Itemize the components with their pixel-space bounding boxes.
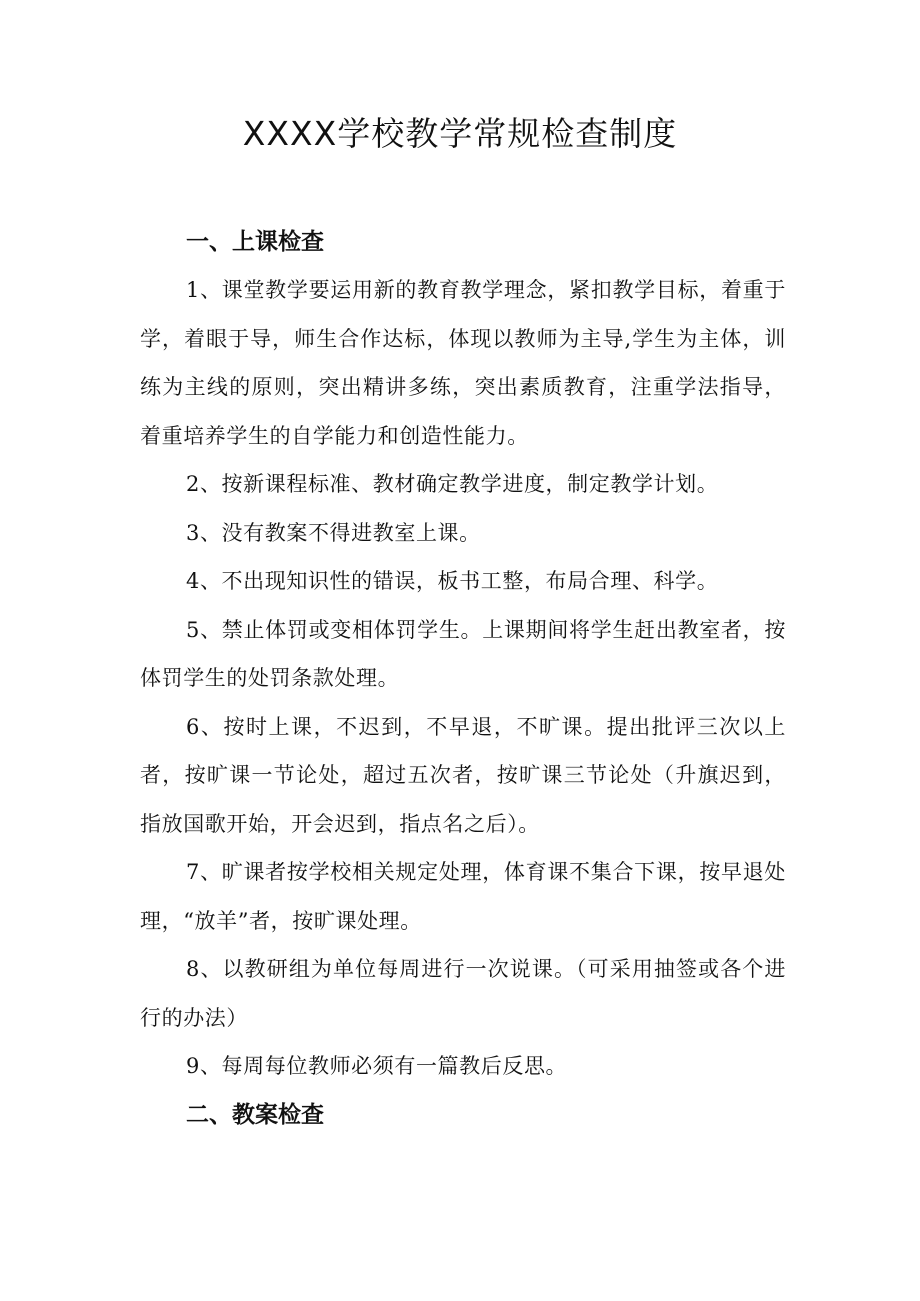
document-body: [140, 218, 786, 1139]
paragraph-4: 4、不出现知识性的错误，板书工整，布局合理、科学。: [186, 569, 719, 593]
paragraph-3: 3、没有教案不得进教室上课。: [186, 520, 481, 545]
paragraph-9: 9、每周每位教师必须有一篇教后反思。: [186, 1054, 568, 1078]
paragraph-2: 2、按新课程标准、教材确定教学进度，制定教学计划。: [186, 472, 719, 496]
paragraph-1: 1、课堂教学要运用新的教育教学理念，紧扣教学目标，着重于学，着眼于导，师生合作达标，体现以教师为主导,学生为主体，训练为主线的原则，突出精讲多练，突出素质教育，注重学法指导，着重培养学生的自学能力和创造性能力。: [140, 278, 786, 448]
page-title: XXXX学校教学常规检查制度: [242, 114, 678, 153]
paragraph-7: 7、旷课者按学校相关规定处理，体育课不集合下课，按早退处理，“放羊”者，按旷课处理。: [140, 860, 786, 933]
section-heading-lesson-plan-inspection: 二、教案检查: [186, 1101, 324, 1128]
paragraph-6: 6、按时上课，不迟到，不早退，不旷课。提出批评三次以上者，按旷课一节论处，超过五次者，按旷课三节论处（升旗迟到，指放国歌开始，开会迟到，指点名之后）。: [140, 714, 786, 836]
paragraph-8: 8、以教研组为单位每周进行一次说课。（可采用抽签或各个进行的办法）: [140, 957, 786, 1030]
section-heading-class-inspection: 一、上课检查: [186, 229, 324, 255]
paragraph-5: 5、禁止体罚或变相体罚学生。上课期间将学生赶出教室者，按体罚学生的处罚条款处理。: [140, 617, 786, 690]
